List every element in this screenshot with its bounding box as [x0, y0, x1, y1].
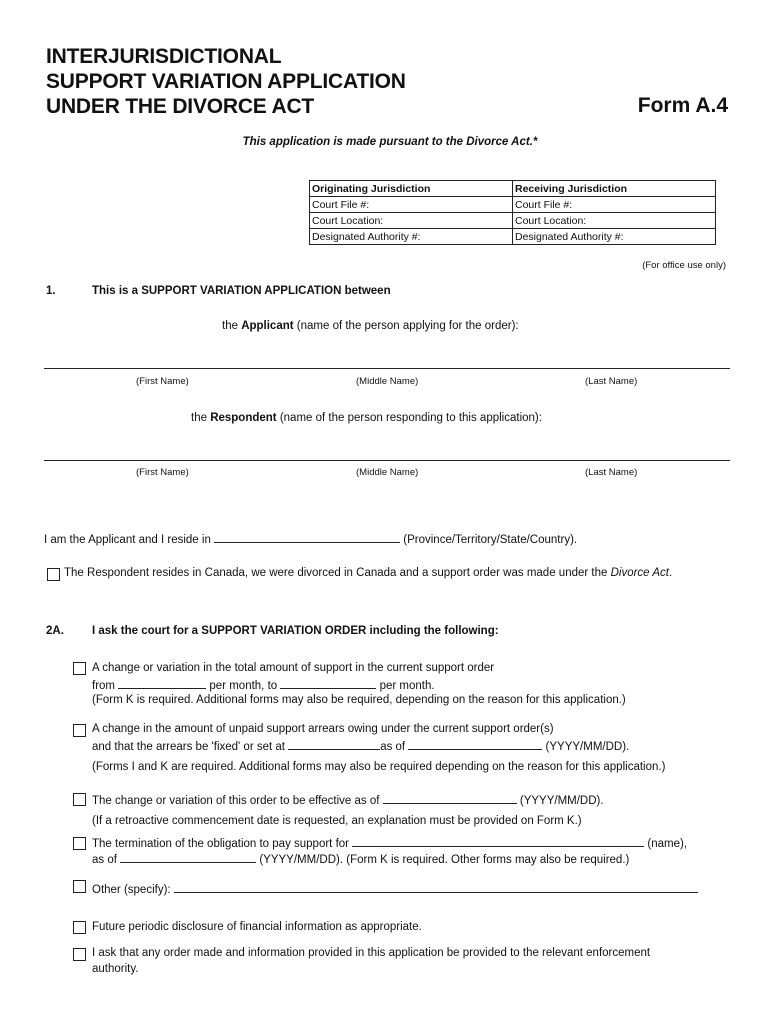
disclosure-checkbox[interactable]	[73, 921, 86, 934]
form-title	[46, 44, 406, 119]
opt3-line1: The change or variation of this order to be effective as of (YYYY/MM/DD).	[92, 795, 604, 807]
effective-date-field[interactable]	[383, 793, 517, 804]
originating-court-file-field[interactable]: Court File #:	[310, 197, 513, 213]
originating-header: Originating Jurisdiction	[310, 181, 513, 197]
reside-field[interactable]	[214, 532, 400, 543]
applicant-middle-name-label: (Middle Name)	[356, 376, 419, 387]
opt7-line2: authority.	[92, 963, 139, 975]
to-amount-field[interactable]	[280, 678, 376, 689]
effective-date-checkbox[interactable]	[73, 793, 86, 806]
applicant-last-name-label: (Last Name)	[585, 376, 638, 387]
section-1-heading: This is a SUPPORT VARIATION APPLICATION between	[92, 285, 391, 297]
opt4-line2: as of (YYYY/MM/DD). (Form K is required. Other forms may also be required.)	[92, 854, 630, 866]
applicant-bold: Applicant	[241, 320, 294, 332]
form-subtitle: This application is made pursuant to the Divorce Act.*	[242, 136, 538, 148]
section-2a-number: 2A.	[46, 625, 64, 637]
receiving-header: Receiving Jurisdiction	[513, 181, 716, 197]
title-line-3: UNDER THE DIVORCE ACT	[46, 95, 315, 118]
termination-name-field[interactable]	[352, 836, 644, 847]
arrears-amount-field[interactable]	[288, 739, 380, 750]
opt7-line1: I ask that any order made and information provided in this application be provided to the relevant enforcement	[92, 947, 651, 959]
opt2-line3: (Forms I and K are required. Additional forms may also be required depending on the reason for this application.)	[92, 761, 666, 773]
opt6-line: Future periodic disclosure of financial information as appropriate.	[92, 921, 422, 933]
section-1-number: 1.	[46, 285, 56, 297]
opt5-line: Other (specify):	[92, 882, 698, 896]
title-line-2: SUPPORT VARIATION APPLICATION	[46, 70, 406, 93]
originating-court-location-field[interactable]: Court Location:	[310, 213, 513, 229]
other-specify-field[interactable]	[174, 882, 698, 893]
opt1-line1: A change or variation in the total amount of support in the current support order	[92, 662, 495, 674]
termination-date-field[interactable]	[120, 852, 256, 863]
applicant-label: the Applicant (name of the person applying for the order):	[222, 320, 519, 332]
section-2a-heading: I ask the court for a SUPPORT VARIATION ORDER including the following:	[92, 625, 499, 637]
opt1-line2: from per month, to per month.	[92, 680, 435, 692]
applicant-first-name-label: (First Name)	[136, 376, 189, 387]
respondent-bold: Respondent	[210, 412, 277, 424]
jurisdiction-table	[309, 180, 716, 245]
arrears-checkbox[interactable]	[73, 724, 86, 737]
reside-line: I am the Applicant and I reside in (Province/Territory/State/Country).	[44, 534, 578, 546]
variation-amount-checkbox[interactable]	[73, 662, 86, 675]
respondent-first-name-label: (First Name)	[136, 467, 189, 478]
opt4-line1: The termination of the obligation to pay support for (name),	[92, 838, 688, 850]
receiving-court-location-field[interactable]: Court Location:	[513, 213, 716, 229]
opt1-line3: (Form K is required. Additional forms may also be required, depending on the reason for this application.)	[92, 694, 626, 706]
opt2-line2: and that the arrears be 'fixed' or set at as of (YYYY/MM/DD).	[92, 741, 630, 753]
from-amount-field[interactable]	[118, 678, 206, 689]
receiving-court-file-field[interactable]: Court File #:	[513, 197, 716, 213]
receiving-authority-field[interactable]: Designated Authority #:	[513, 229, 716, 245]
arrears-date-field[interactable]	[408, 739, 542, 750]
opt2-line1: A change in the amount of unpaid support arrears owing under the current support order(s)	[92, 723, 554, 735]
applicant-name-line[interactable]	[44, 368, 730, 369]
opt3-line2: (If a retroactive commencement date is requested, an explanation must be provided on Form K.)	[92, 815, 582, 827]
title-line-1: INTERJURISDICTIONAL	[46, 45, 282, 68]
respondent-canada-checkbox[interactable]	[47, 568, 60, 581]
respondent-name-line[interactable]	[44, 460, 730, 461]
respondent-label: the Respondent (name of the person responding to this application):	[191, 412, 542, 424]
office-use-note: (For office use only)	[642, 260, 726, 271]
respondent-last-name-label: (Last Name)	[585, 467, 638, 478]
other-checkbox[interactable]	[73, 880, 86, 893]
respondent-middle-name-label: (Middle Name)	[356, 467, 419, 478]
originating-authority-field[interactable]: Designated Authority #:	[310, 229, 513, 245]
respondent-canada-text: The Respondent resides in Canada, we were divorced in Canada and a support order was made under the Divorce Act.	[64, 567, 673, 579]
termination-checkbox[interactable]	[73, 837, 86, 850]
form-number: Form A.4	[637, 94, 728, 117]
enforcement-checkbox[interactable]	[73, 948, 86, 961]
